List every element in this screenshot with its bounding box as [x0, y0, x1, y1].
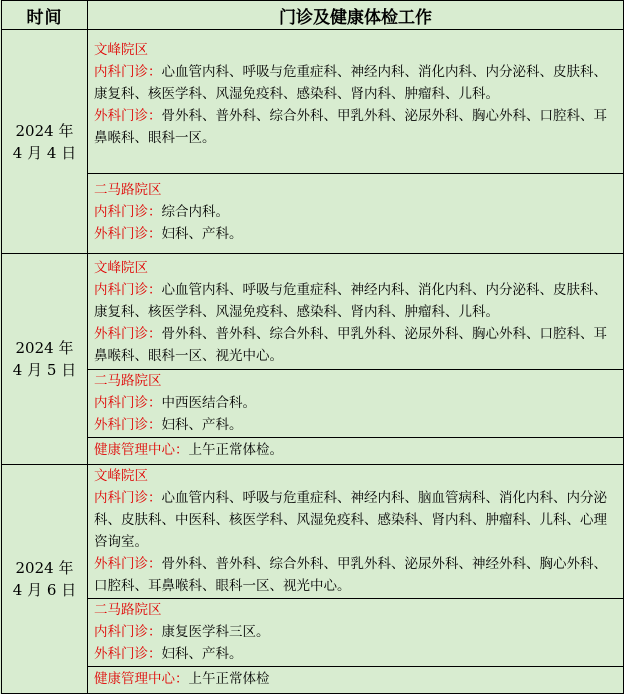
day-row: [2, 465, 624, 599]
surgical-label: 外科门诊：: [94, 226, 162, 242]
campus-name: 二马路院区: [94, 373, 162, 389]
surgical-label: 外科门诊：: [94, 108, 162, 124]
surgical-departments: 骨外科、普外科、综合外科、甲乳外科、泌尿外科、胸心外科、口腔科、耳鼻喉科、眼科一区。: [94, 108, 607, 146]
campus-block-ermalu: [88, 174, 624, 254]
health-center-label: 健康管理中心：: [94, 442, 189, 458]
internal-departments: 心血管内科、呼吸与危重症科、神经内科、消化内科、内分泌科、皮肤科、康复科、核医学科、风湿免疫科、感染科、肾内科、肿瘤科、儿科。: [94, 282, 607, 320]
day-row: [2, 254, 624, 370]
internal-label: 内科门诊：: [94, 624, 162, 640]
internal-label: 内科门诊：: [94, 490, 162, 506]
surgical-departments: 骨外科、普外科、综合外科、甲乳外科、泌尿外科、神经外科、胸心外科、口腔科、耳鼻喉科、眼科一区、视光中心。: [94, 556, 607, 594]
date-day: 4 月 5 日: [12, 361, 77, 379]
health-center-label: 健康管理中心：: [94, 671, 189, 687]
date-day: 4 月 6 日: [12, 581, 77, 599]
campus-name: 文峰院区: [94, 468, 148, 484]
campus-block-wenfeng: [88, 30, 624, 174]
campus-name: 文峰院区: [94, 260, 148, 276]
date-year: 2024 年: [15, 121, 74, 140]
internal-departments: 中西医结合科。: [161, 395, 256, 411]
internal-departments: 心血管内科、呼吸与危重症科、神经内科、脑血管病科、消化内科、内分泌科、皮肤科、中医科、核医学科、风湿免疫科、感染科、肾内科、肿瘤科、儿科、心理咨询室。: [94, 490, 607, 550]
campus-block-wenfeng: [88, 465, 624, 599]
internal-departments: 康复医学科三区。: [161, 624, 270, 640]
internal-label: 内科门诊：: [94, 395, 162, 411]
day-row-sub: [2, 174, 624, 254]
date-cell: [2, 465, 88, 694]
header-row: [2, 1, 624, 30]
date-day: 4 月 4 日: [12, 143, 77, 162]
campus-block-ermalu: [88, 599, 624, 667]
date-year: 2024 年: [15, 559, 74, 577]
campus-block-wenfeng: [88, 254, 624, 370]
day-row-sub: [2, 667, 624, 694]
surgical-label: 外科门诊：: [94, 556, 162, 572]
health-center-block: [88, 438, 624, 465]
health-center-text: 上午正常体检。: [188, 442, 283, 458]
campus-name: 二马路院区: [94, 602, 162, 618]
date-cell: [2, 30, 88, 254]
internal-departments: 心血管内科、呼吸与危重症科、神经内科、消化内科、内分泌科、皮肤科、康复科、核医学科、风湿免疫科、感染科、肾内科、肿瘤科、儿科。: [94, 64, 607, 102]
campus-name: 二马路院区: [94, 182, 162, 198]
surgical-label: 外科门诊：: [94, 417, 162, 433]
internal-label: 内科门诊：: [94, 204, 162, 220]
surgical-departments: 妇科、产科。: [161, 646, 243, 662]
date-cell: [2, 254, 88, 465]
day-row-sub: [2, 370, 624, 438]
campus-block-ermalu: [88, 370, 624, 438]
surgical-departments: 妇科、产科。: [161, 417, 243, 433]
internal-label: 内科门诊：: [94, 64, 162, 80]
surgical-departments: 妇科、产科。: [161, 226, 243, 242]
header-time: 时间: [2, 1, 88, 30]
surgical-label: 外科门诊：: [94, 646, 162, 662]
health-center-block: [88, 667, 624, 694]
surgical-label: 外科门诊：: [94, 326, 162, 342]
health-center-text: 上午正常体检: [188, 671, 270, 687]
day-row-sub: [2, 599, 624, 667]
campus-name: 文峰院区: [94, 42, 148, 58]
schedule-table: [1, 0, 624, 694]
day-row-sub: [2, 438, 624, 465]
day-row: [2, 30, 624, 174]
header-work: 门诊及健康体检工作: [88, 1, 624, 30]
internal-departments: 综合内科。: [161, 204, 229, 220]
internal-label: 内科门诊：: [94, 282, 162, 298]
surgical-departments: 骨外科、普外科、综合外科、甲乳外科、泌尿外科、胸心外科、口腔科、耳鼻喉科、眼科一区、视光中心。: [94, 326, 607, 364]
date-year: 2024 年: [15, 339, 74, 357]
